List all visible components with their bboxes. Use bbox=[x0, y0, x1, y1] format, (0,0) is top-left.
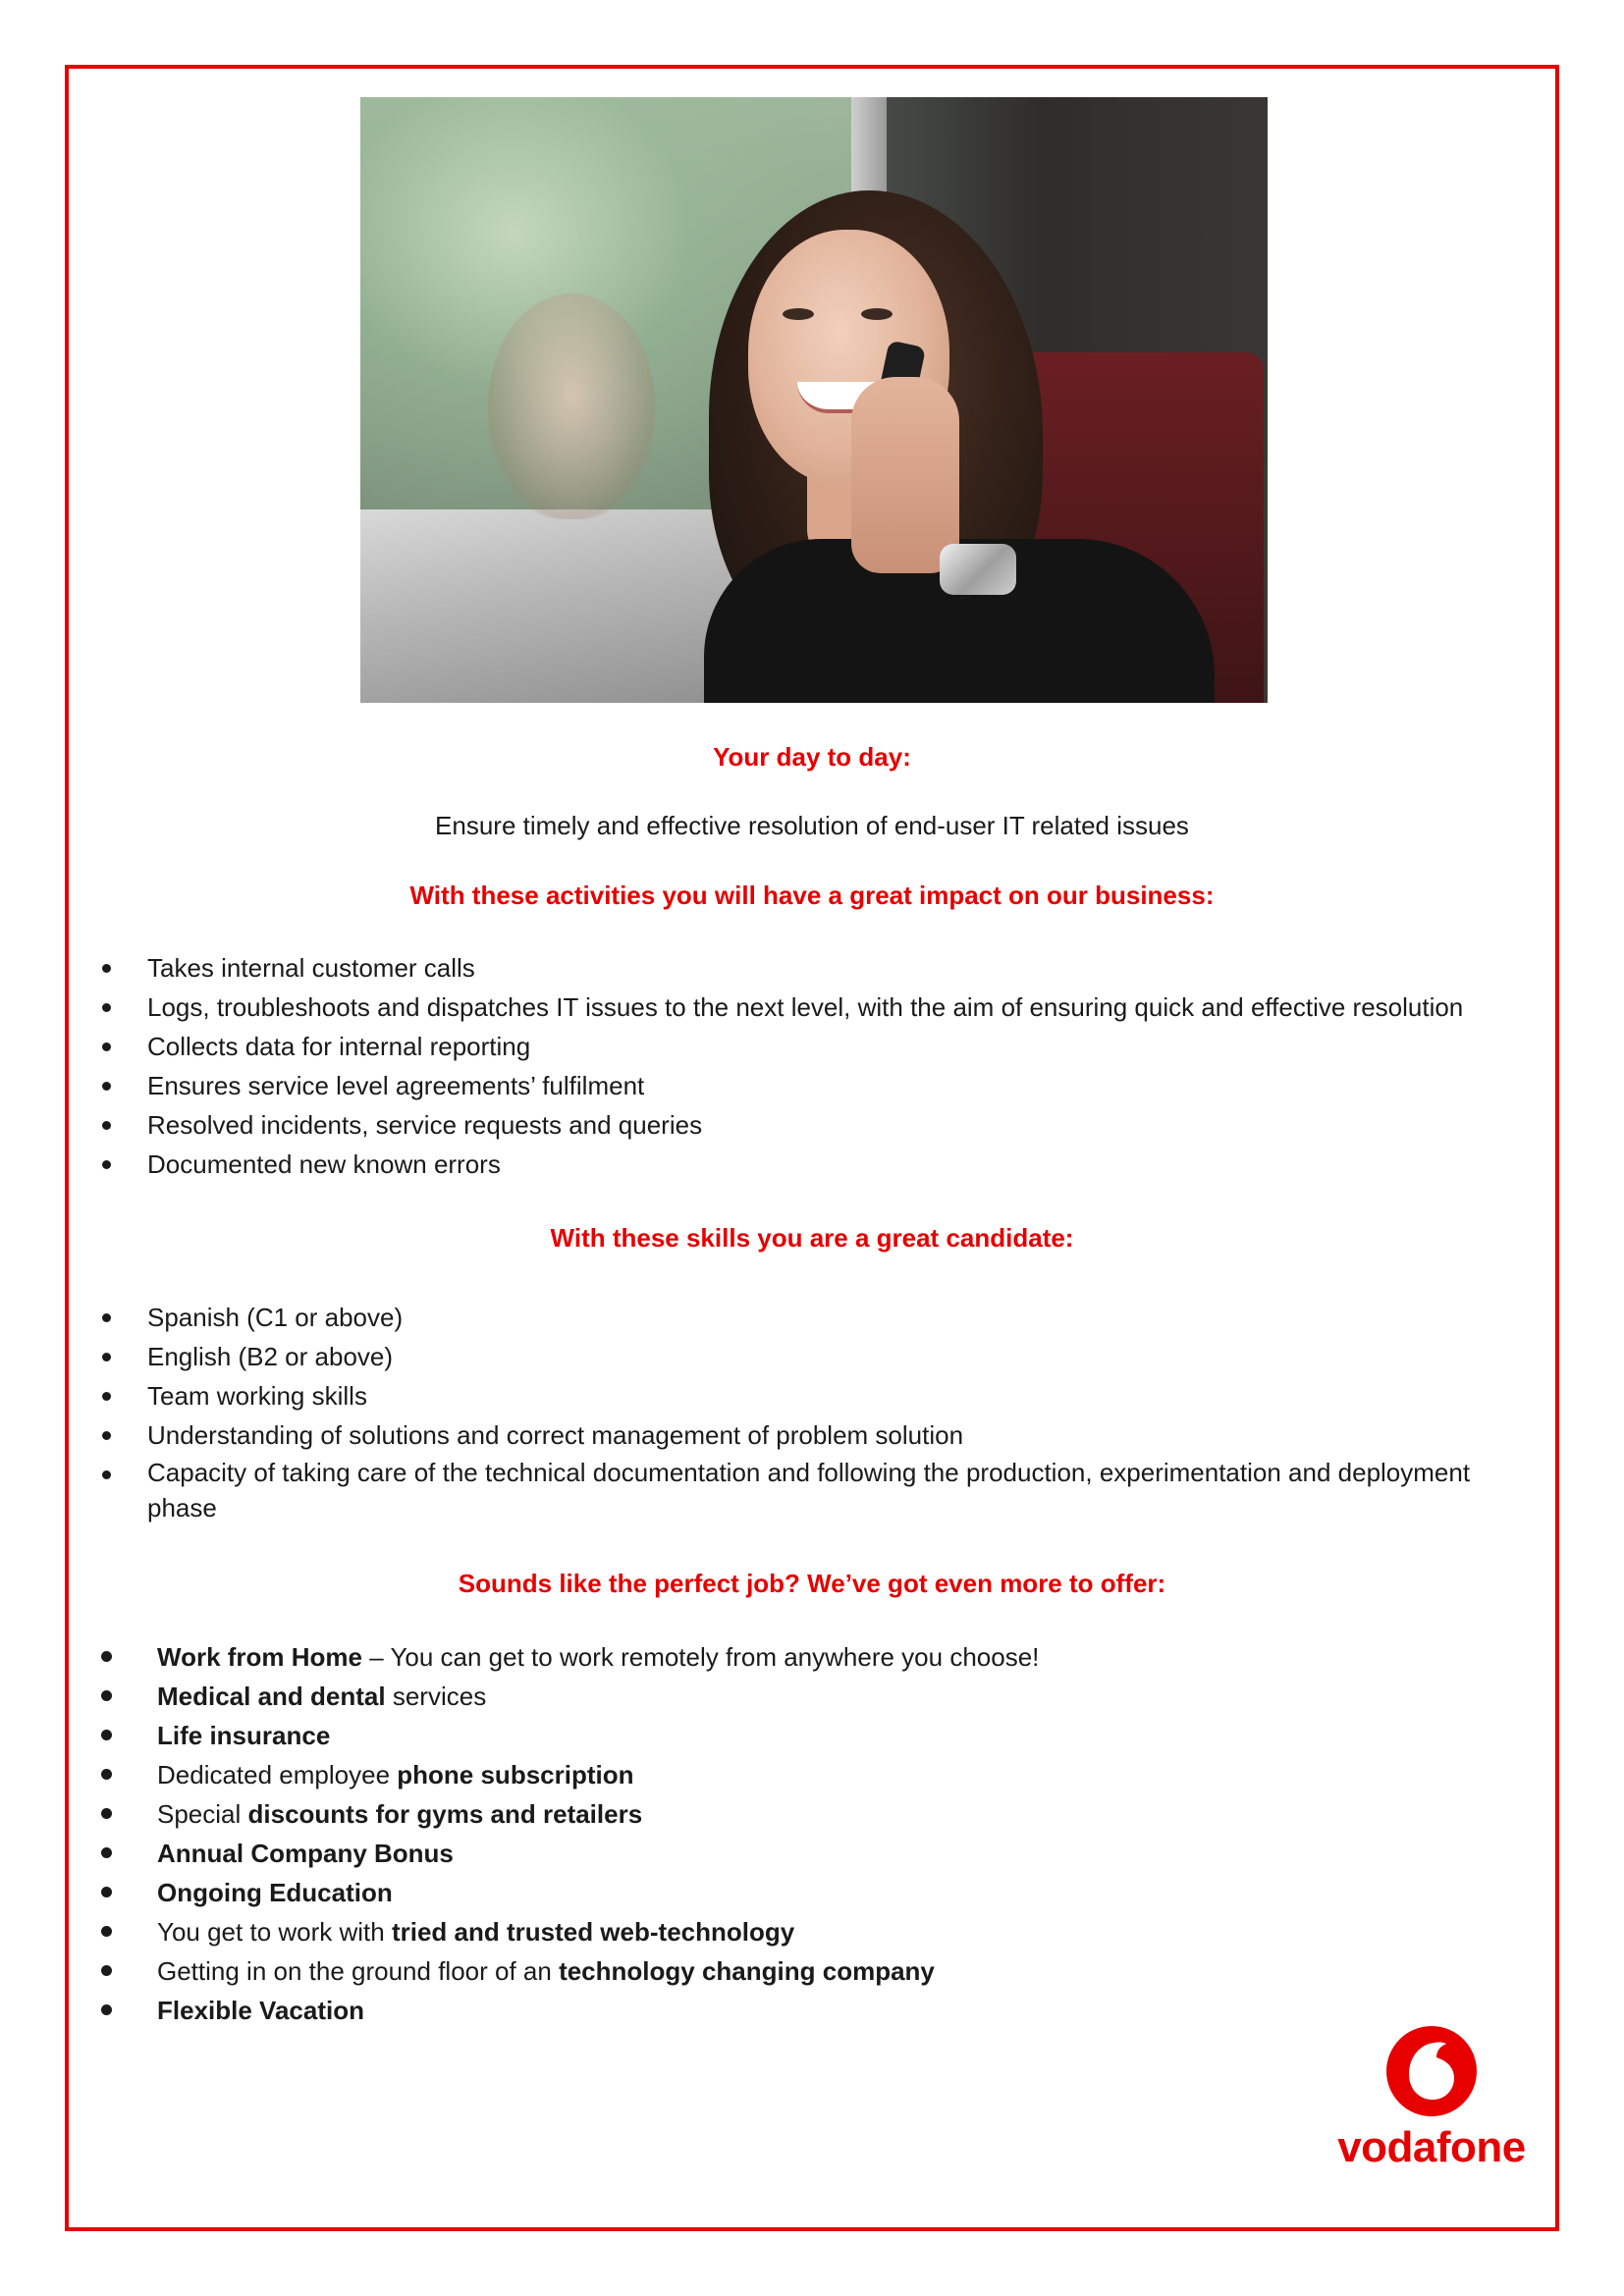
bullet-icon bbox=[102, 1431, 111, 1440]
bullet-icon bbox=[101, 1651, 112, 1662]
bullet-icon bbox=[101, 1808, 112, 1819]
list-item: You get to work with tried and trusted web-technology bbox=[0, 1912, 1039, 1951]
bullet-icon bbox=[102, 1003, 111, 1012]
benefits-list bbox=[0, 1637, 1039, 2030]
bullet-icon bbox=[102, 1470, 111, 1479]
list-item: Documented new known errors bbox=[0, 1145, 1463, 1184]
bullet-icon bbox=[101, 1769, 112, 1780]
list-item: Understanding of solutions and correct management of problem solution bbox=[0, 1415, 1532, 1455]
list-item: Dedicated employee phone subscription bbox=[0, 1755, 1039, 1794]
list-item: Takes internal customer calls bbox=[0, 948, 1463, 988]
list-item: Special discounts for gyms and retailers bbox=[0, 1794, 1039, 1834]
bullet-icon bbox=[101, 2004, 112, 2015]
list-item: Ongoing Education bbox=[0, 1873, 1039, 1912]
vodafone-speechmark-icon bbox=[1385, 2025, 1478, 2117]
list-item: Spanish (C1 or above) bbox=[0, 1298, 1532, 1337]
heading-skills: With these skills you are a great candidate: bbox=[550, 1223, 1074, 1253]
vodafone-wordmark: vodafone bbox=[1337, 2123, 1526, 2171]
list-item: Flexible Vacation bbox=[0, 1991, 1039, 2030]
bullet-icon bbox=[101, 1965, 112, 1976]
vodafone-logo bbox=[1328, 2025, 1535, 2182]
list-item: Getting in on the ground floor of an technology changing company bbox=[0, 1951, 1039, 1991]
list-item: Ensures service level agreements’ fulfilment bbox=[0, 1066, 1463, 1105]
heading-benefits: Sounds like the perfect job? We’ve got even more to offer: bbox=[458, 1569, 1166, 1598]
bullet-icon bbox=[102, 1392, 111, 1401]
list-item: Capacity of taking care of the technical documentation and following the production, experimentation and deployment phase bbox=[0, 1455, 1532, 1525]
list-item: Logs, troubleshoots and dispatches IT issues to the next level, with the aim of ensuring quick and effective resolution bbox=[0, 988, 1463, 1027]
bullet-icon bbox=[102, 1313, 111, 1322]
heading-day-to-day: Your day to day: bbox=[713, 742, 911, 772]
bullet-icon bbox=[101, 1926, 112, 1937]
heading-activities: With these activities you will have a great impact on our business: bbox=[409, 881, 1215, 910]
list-item: Team working skills bbox=[0, 1376, 1532, 1415]
activities-list bbox=[0, 948, 1463, 1184]
list-item: Work from Home – You can get to work remotely from anywhere you choose! bbox=[0, 1637, 1039, 1677]
bullet-icon bbox=[101, 1690, 112, 1701]
list-item: Life insurance bbox=[0, 1716, 1039, 1755]
role-summary: Ensure timely and effective resolution of end-user IT related issues bbox=[435, 811, 1189, 840]
bullet-icon bbox=[101, 1847, 112, 1858]
list-item: Resolved incidents, service requests and queries bbox=[0, 1105, 1463, 1145]
list-item: English (B2 or above) bbox=[0, 1337, 1532, 1376]
bullet-icon bbox=[102, 1121, 111, 1130]
bullet-icon bbox=[102, 1353, 111, 1362]
skills-list bbox=[0, 1298, 1532, 1525]
hero-photo-woman-on-phone bbox=[360, 97, 1268, 703]
bullet-icon bbox=[101, 1887, 112, 1897]
list-item: Collects data for internal reporting bbox=[0, 1027, 1463, 1066]
bullet-icon bbox=[102, 1042, 111, 1051]
list-item: Medical and dental services bbox=[0, 1677, 1039, 1716]
bullet-icon bbox=[101, 1730, 112, 1740]
list-item: Annual Company Bonus bbox=[0, 1834, 1039, 1873]
bullet-icon bbox=[102, 964, 111, 973]
bullet-icon bbox=[102, 1160, 111, 1169]
bullet-icon bbox=[102, 1082, 111, 1091]
